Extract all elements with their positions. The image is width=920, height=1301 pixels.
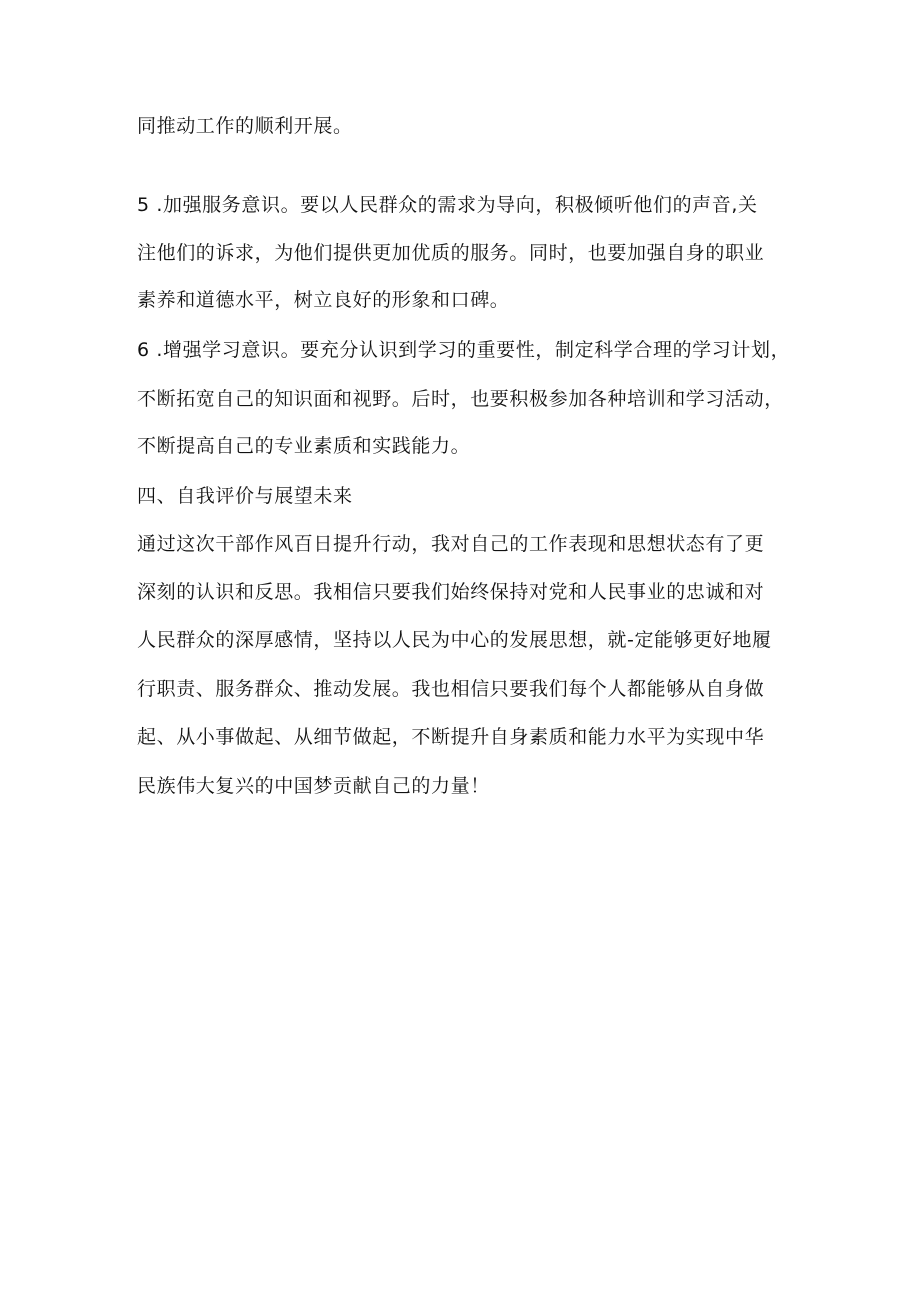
paragraph-line: 不断提高自己的专业素质和实践能力。: [137, 435, 471, 457]
paragraph-line: 行职责、服务群众、推动发展。我也相信只要我们每个人都能够从自身做: [137, 678, 765, 700]
paragraph-line: 6 .增强学习意识。要充分认识到学习的重要性，制定科学合理的学习计划，: [137, 339, 791, 361]
paragraph-line: 民族伟大复兴的中国梦贡献自己的力量！: [137, 775, 490, 797]
paragraph-line: 起、从小事做起、从细节做起，不断提升自身素质和能力水平为实现中华: [137, 726, 765, 748]
section-heading: 四、自我评价与展望未来: [137, 485, 353, 507]
paragraph-line: 5 .加强服务意识。要以人民群众的需求为导向，积极倾听他们的声音,关: [137, 194, 758, 216]
paragraph-line: 不断拓宽自己的知识面和视野。后时，也要积极参加各种培训和学习活动，: [137, 388, 784, 410]
paragraph-line: 深刻的认识和反思。我相信只要我们始终保持对党和人民事业的忠诚和对: [137, 581, 765, 603]
paragraph-line: 人民群众的深厚感情，坚持以人民为中心的发展思想，就-定能够更好地履: [137, 629, 772, 651]
paragraph-line: 通过这次干部作风百日提升行动，我对自己的工作表现和思想状态有了更: [137, 533, 765, 555]
paragraph-line: 注他们的诉求，为他们提供更加优质的服务。同时，也要加强自身的职业: [137, 242, 765, 264]
paragraph-line: 素养和道德水平，树立良好的形象和口碑。: [137, 289, 510, 311]
paragraph-line: 同推动工作的顺利开展。: [137, 115, 353, 137]
